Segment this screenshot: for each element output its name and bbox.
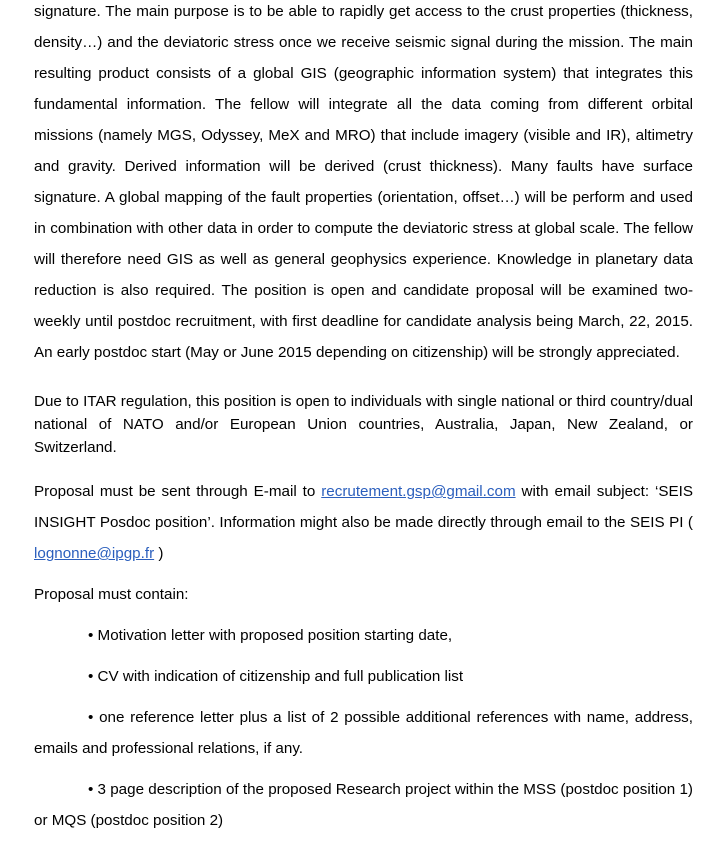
paragraph-spacer: [34, 610, 693, 620]
paragraph-spacer: [34, 459, 693, 476]
email-link-seis-pi[interactable]: lognonne@ipgp.fr: [34, 545, 155, 562]
list-spacer: [34, 651, 693, 661]
proposal-contains-heading: Proposal must contain:: [34, 586, 189, 603]
paragraph-spacer: [34, 569, 693, 579]
paragraph-itar-regulation: Due to ITAR regulation, this position is open to individuals with single national or third country/dual national of NATO and/or European Union countries, Australia, Japan, New Zealand, or Switzerland.: [34, 393, 693, 456]
proposal-suffix-text: ): [154, 545, 164, 562]
email-link-recruitment[interactable]: recrutement.gsp@gmail.com: [321, 483, 516, 500]
list-item: • one reference letter plus a list of 2 possible additional references with name, address, emails and professional relations, if any.: [34, 709, 693, 757]
list-spacer: [34, 764, 693, 774]
proposal-middle-text: with email subject: ‘SEIS INSIGHT Posdoc position’. Information might also be made directly through email to the SEIS PI (: [34, 483, 693, 531]
list-item: • CV with indication of citizenship and full publication list: [88, 668, 464, 685]
list-item: • Motivation letter with proposed position starting date,: [88, 627, 453, 644]
paragraph-spacer: [34, 368, 693, 390]
list-spacer: [34, 692, 693, 702]
proposal-prefix-text: Proposal must be sent through E-mail to: [34, 483, 322, 500]
paragraph-proposal-submission: [34, 476, 693, 569]
list-item: • 3 page description of the proposed Research project within the MSS (postdoc position 1) or MQS (postdoc position 2): [34, 781, 693, 829]
paragraph-intro: signature. The main purpose is to be able to rapidly get access to the crust properties (thickness, density…) and the deviatoric stress once we receive seismic signal during the mission. The main resulting product consists of a global GIS (geographic information system) that integrates this fundamental information. The fellow will integrate all the data coming from different orbital missions (namely MGS, Odyssey, MeX and MRO) that include imagery (visible and IR), altimetry and gravity. Derived information will be derived (crust thickness). Many faults have surface signature. A global mapping of the fault properties (orientation, offset…) will be perform and used in combination with other data in order to compute the deviatoric stress at global scale. The fellow will therefore need GIS as well as general geophysics experience. Knowledge in planetary data reduction is also required. The position is open and candidate proposal will be examined two-weekly until postdoc recruitment, with first deadline for candidate analysis being March, 22, 2015. An early postdoc start (May or June 2015 depending on citizenship) will be strongly appreciated.: [34, 3, 693, 361]
